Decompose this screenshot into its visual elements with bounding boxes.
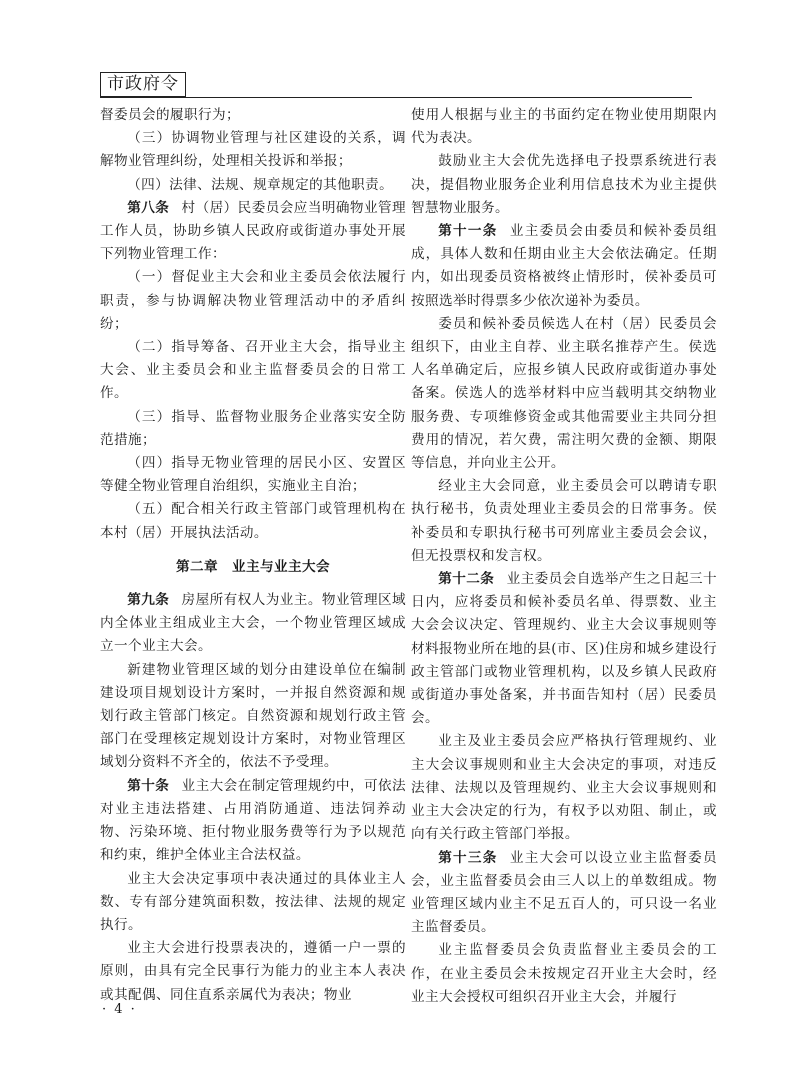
paragraph-text: 业主委员会由委员和候补委员组成，具体人数和任期由业主大会依法确定。任期内，如出现委员资格被终止情形时，侯补委员可按照选举时得票多少依次递补为委员。	[411, 223, 717, 309]
paragraph-text: 委员和候补委员候选人在村（居）民委员会组织下，由业主自荐、业主联名推荐产生。侯选人名单确定后，应报乡镇人民政府或街道办事处备案。侯选人的选举材料中应当载明其交纳物业服务费、专项维修资金或其他需要业主共同分担费用的情况，若欠费，需注明欠费的金额、期限等信息，并向业主公开。	[411, 315, 717, 472]
paragraph	[100, 868, 406, 938]
article-number: 第十二条	[438, 571, 495, 588]
paragraph	[100, 127, 406, 173]
paragraph	[411, 313, 717, 475]
paragraph-text: 业主大会进行投票表决的，遵循一户一票的原则，由具有完全民事行为能力的业主本人表决或其配偶、同住直系亲属代为表决；物业	[100, 940, 406, 1003]
paragraph-text: 鼓励业主大会优先选择电子投票系统进行表决，提倡物业服务企业利用信息技术为业主提供智慧物业服务。	[411, 153, 717, 216]
paragraph-text: 村（居）民委员会应当明确物业管理工作人员，协助乡镇人民政府或街道办事处开展下列物业管理工作：	[100, 199, 407, 263]
paragraph-text: 业主大会决定事项中表决通过的具体业主人数、专有部分建筑面积数，按法律、法规的规定执行。	[100, 870, 406, 933]
paragraph-text: （三）协调物业管理与社区建设的关系，调解物业管理纠纷，处理相关投诉和举报；	[100, 130, 406, 170]
paragraph	[100, 336, 406, 406]
paragraph-text: （二）指导筹备、召开业主大会，指导业主大会、业主委员会和业主监督委员会的日常工作。	[100, 339, 406, 402]
paragraph-text: 新建物业管理区域的划分由建设单位在编制建设项目规划设计方案时，一并报自然资源和规划行政主管部门核定。自然资源和规划行政主管部门在受理核定规划设计方案时，对物业管理区域划分资料不齐全的，依法不予受理。	[100, 661, 406, 771]
paragraph	[100, 452, 406, 498]
article-number: 第十三条	[438, 849, 498, 866]
left-column	[100, 104, 406, 1007]
chapter-title: 第二章 业主与业主大会	[176, 558, 330, 575]
article-number: 第八条	[127, 199, 170, 216]
paragraph	[411, 730, 717, 846]
paragraph	[100, 104, 406, 127]
paragraph	[411, 847, 717, 940]
paragraph	[100, 197, 406, 267]
article-number: 第十条	[127, 777, 170, 794]
paragraph	[411, 475, 717, 568]
paragraph-text: 房屋所有权人为业主。物业管理区域内全体业主组成业主大会，一个物业管理区域成立一个业主大会。	[100, 592, 407, 655]
right-column	[411, 104, 717, 1009]
header-rule	[100, 97, 692, 98]
paragraph	[100, 775, 406, 868]
paragraph-text: 业主监督委员会负责监督业主委员会的工作，在业主委员会未按规定召开业主大会时，经业主大会授权可组织召开业主大会，并履行	[411, 942, 717, 1005]
paragraph-text: 使用人根据与业主的书面约定在物业使用期限内代为表决。	[411, 107, 717, 147]
paragraph	[411, 104, 717, 150]
paragraph-text: （三）指导、监督物业服务企业落实安全防范措施；	[100, 408, 406, 448]
paragraph-text: （五）配合相关行政主管部门或管理机构在本村（居）开展执法活动。	[100, 501, 406, 541]
paragraph	[411, 150, 717, 220]
paragraph-text: 督委员会的履职行为；	[100, 107, 240, 123]
paragraph	[411, 568, 717, 730]
paragraph	[100, 589, 406, 659]
right-paragraphs	[411, 104, 717, 1009]
article-number: 第九条	[127, 592, 170, 609]
paragraph	[100, 174, 406, 197]
paragraph	[100, 266, 406, 336]
left-paragraphs-after-chapter	[100, 589, 406, 1007]
paragraph	[100, 659, 406, 775]
paragraph	[100, 406, 406, 452]
paragraph	[100, 498, 406, 544]
page-number: · 4 ·	[102, 1002, 137, 1017]
paragraph-text: 业主及业主委员会应严格执行管理规约、业主大会议事规则和业主大会决定的事项，对违反法律、法规以及管理规约、业主大会议事规则和业主大会决定的行为，有权予以劝阻、制止，或向有关行政主管部门举报。	[411, 733, 717, 843]
paragraph-text: 业主大会在制定管理规约中，可依法对业主违法搭建、占用消防通道、违法饲养动物、污染环境、拒付物业服务费等行为予以规范和约束，维护全体业主合法权益。	[100, 777, 407, 864]
paragraph	[411, 220, 717, 313]
paragraph-text: 业主大会可以设立业主监督委员会，业主监督委员会由三人以上的单数组成。物业管理区域内业主不足五百人的，可只设一名业主监督委员。	[411, 849, 717, 936]
paragraph-text: 经业主大会同意，业主委员会可以聘请专职执行秘书，负责处理业主委员会的日常事务。侯补委员和专职执行秘书可列席业主委员会会议，但无投票权和发言权。	[411, 478, 717, 564]
left-paragraphs-before-chapter	[100, 104, 406, 545]
article-number: 第十一条	[438, 223, 498, 240]
paragraph-text: （四）法律、法规、规章规定的其他职责。	[127, 176, 394, 193]
paragraph	[411, 939, 717, 1009]
paragraph-text: （四）指导无物业管理的居民小区、安置区等健全物业管理自治组织，实施业主自治；	[100, 455, 406, 495]
paragraph-text: （一）督促业主大会和业主委员会依法履行职责，参与协调解决物业管理活动中的矛盾纠纷；	[100, 269, 406, 332]
paragraph	[100, 937, 406, 1007]
section-header-label: 市政府令	[100, 72, 186, 97]
paragraph-text: 业主委员会自选举产生之日起三十日内，应将委员和候补委员名单、得票数、业主大会会议决定、管理规约、业主大会议事规则等材料报物业所在地的县(市、区)住房和城乡建设行政主管部门或物业管理机构，以及乡镇人民政府或街道办事处备案，并书面告知村（居）民委员会。	[411, 571, 718, 727]
